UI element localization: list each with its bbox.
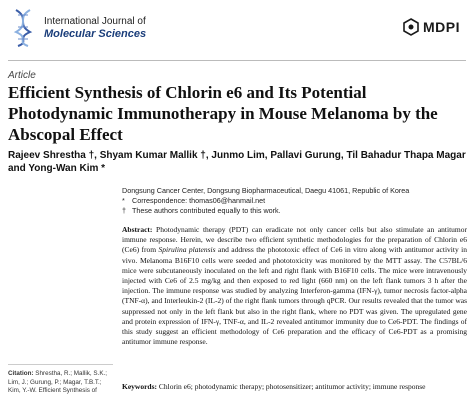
equal-contribution-symbol: † — [122, 206, 126, 215]
article-title: Efficient Synthesis of Chlorin e6 and Its Potential Photodynamic Immunotherapy in Mouse Melanoma by the Abscopal Effect — [8, 83, 438, 144]
journal-name-line2: Molecular Sciences — [44, 28, 147, 40]
citation-label: Citation: — [8, 370, 34, 377]
journal-name-line1: International Journal of — [44, 16, 146, 27]
journal-name — [44, 16, 146, 40]
affiliation-address: Dongsung Cancer Center, Dongsung Biopharmaceutical, Daegu 41061, Republic of Korea — [122, 186, 410, 195]
abstract-label: Abstract: — [122, 225, 153, 234]
mdpi-logo-icon — [402, 18, 420, 36]
journal-logo-icon — [8, 8, 38, 48]
publisher-name: MDPI — [423, 19, 460, 35]
affiliation-correspondence[interactable]: Correspondence: thomas06@hanmail.net — [132, 196, 266, 205]
abstract-text-part1: Photodynamic therapy (PDT) can eradicate not only cancer cells but also stimulate an antitumor immune response. Herein, we describe two efficient synthetic methodologies for the preparation of Chlorin e6 (Ce6) from — [122, 225, 467, 255]
mdpi-logo — [402, 16, 460, 38]
abstract-text-part2: and address the phototoxic effect of Ce6 in vitro along with antitumor activity in vivo. Melanoma B16F10 cells were seeded and phototoxicity was monitored by the MTT assay. The C57BL/6 mice were subcutaneously inoculated on the left and right flank with B16F10 cells. The mice were intravenously injected with Ce6 of 2.5 mg/kg and then exposed to red light (660 nm) on the left flank tumors 3 h after the injection. The immune response was studied by analyzing Interferon-gamma (IFN-γ), tumor necrosis factor-alpha (TNF-α), and Interleukin-2 (IL-2) of the right flank tumors through qPCR. Our results revealed that the tumor was suppressed not only in the left flank but also in the right flank, where no PDT was given. The upregulated gene and protein expression of IFN-γ, TNF-α, and IL-2 revealed antitumor immunity due to Ce6-PDT. The findings of this study suggest an efficient methodology of Ce6 preparation and the efficacy of Ce6-PDT as a promising antitumor immune response. — [122, 245, 467, 347]
author-list: Rajeev Shrestha †, Shyam Kumar Mallik †, Junmo Lim, Pallavi Gurung, Til Bahadur Thapa Magar and Yong-Wan Kim * — [8, 150, 466, 174]
keywords-label: Keywords: — [122, 382, 157, 391]
citation-divider — [8, 364, 113, 365]
correspondence-symbol: * — [122, 196, 125, 205]
abstract — [122, 225, 467, 347]
journal-header — [0, 0, 474, 56]
citation-text: Shrestha, R.; Mallik, S.K.; Lim, J.; Gurung, P.; Magar, T.B.T.; Kim, Y.-W. Efficient Synthesis of — [8, 370, 108, 394]
affiliation-equal-contribution-row — [122, 206, 467, 216]
header-divider — [8, 60, 466, 61]
article-type: Article — [8, 70, 36, 81]
affiliation-equal-contribution: These authors contributed equally to this work. — [132, 206, 281, 215]
citation-block — [8, 370, 113, 396]
affiliation-correspondence-row — [122, 196, 467, 206]
abstract-species: Spirulina platensis — [158, 245, 216, 255]
keywords — [122, 382, 467, 392]
keywords-text: Chlorin e6; photodynamic therapy; photosensitizer; antitumor activity; immune response — [158, 382, 426, 391]
affiliations — [122, 186, 467, 216]
